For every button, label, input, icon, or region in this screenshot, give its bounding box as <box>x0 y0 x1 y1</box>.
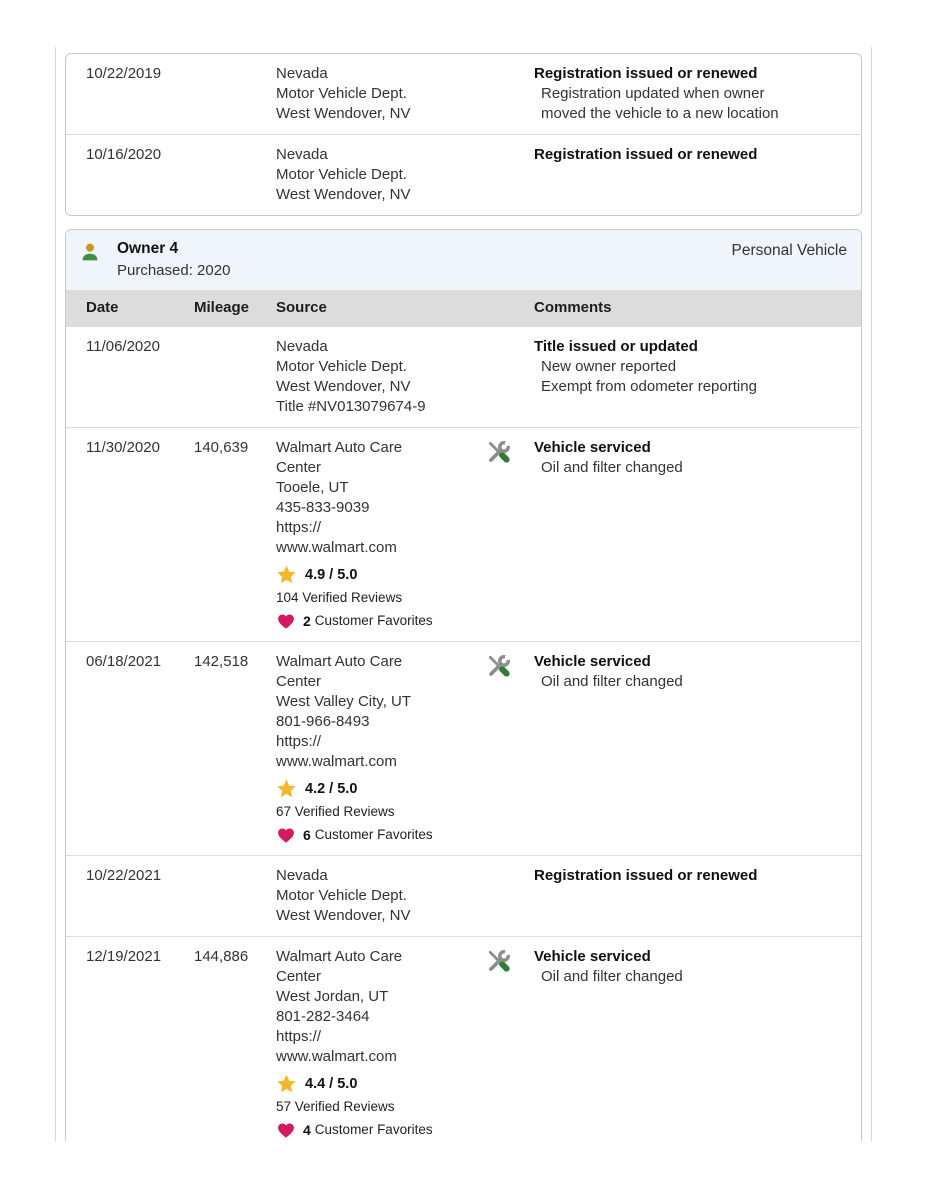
wrench-screwdriver-icon <box>486 438 534 471</box>
source-line: West Wendover, NV <box>276 378 411 395</box>
source-cell <box>268 145 478 205</box>
owner-header <box>66 230 861 290</box>
event-detail: Oil and filter changed <box>541 968 683 985</box>
favorites-count: 2 <box>303 613 311 629</box>
comment-body <box>534 145 847 165</box>
source-line: Nevada <box>276 65 328 82</box>
date-cell: 11/06/2020 <box>86 338 160 355</box>
source-line: Walmart Auto Care <box>276 653 403 670</box>
mileage-cell: 142,518 <box>194 653 249 670</box>
icon-slot-empty <box>486 337 534 338</box>
comments-cell <box>478 866 861 926</box>
source-line: 435-833-9039 <box>276 499 370 516</box>
source-line: 801-966-8493 <box>276 713 370 730</box>
comments-cell <box>478 947 861 1140</box>
event-detail: moved the vehicle to a new location <box>541 105 779 122</box>
mileage-cell <box>186 145 268 205</box>
comments-cell <box>478 438 861 631</box>
mileage-cell: 144,886 <box>194 948 249 965</box>
icon-slot-empty <box>486 145 534 146</box>
wrench-screwdriver-icon <box>486 947 534 980</box>
comment-body <box>534 652 847 692</box>
source-line: https:// <box>276 519 322 536</box>
source-line: Center <box>276 673 322 690</box>
table-row <box>66 641 861 855</box>
owner-4-history-table <box>65 229 862 1141</box>
owner-4-history-rows <box>66 326 861 1141</box>
table-row <box>66 134 861 215</box>
event-title: Vehicle serviced <box>534 653 651 670</box>
source-line: Center <box>276 968 322 985</box>
comments-cell <box>478 337 861 417</box>
date-cell: 11/30/2020 <box>86 439 160 456</box>
source-line: Motor Vehicle Dept. <box>276 85 407 102</box>
rating-row <box>276 1073 468 1094</box>
person-icon <box>79 242 101 269</box>
review-count: 57 Verified Reviews <box>276 1099 395 1114</box>
source-cell <box>268 947 478 1140</box>
source-line: Title #NV013079674-9 <box>276 398 426 415</box>
source-line: Motor Vehicle Dept. <box>276 166 407 183</box>
event-title: Vehicle serviced <box>534 948 651 965</box>
event-title: Registration issued or renewed <box>534 146 758 163</box>
column-header-mileage: Mileage <box>194 299 250 316</box>
source-line: West Valley City, UT <box>276 693 412 710</box>
wrench-screwdriver-icon <box>486 652 534 685</box>
source-line: Nevada <box>276 867 328 884</box>
favorites-row <box>276 825 468 845</box>
heart-icon <box>276 825 296 845</box>
table-row <box>66 427 861 641</box>
icon-slot-empty <box>486 866 534 867</box>
table-row <box>66 936 861 1141</box>
event-detail: New owner reported <box>541 358 677 375</box>
owner-purchased: Purchased: 2020 <box>117 262 231 279</box>
date-cell: 06/18/2021 <box>86 653 162 670</box>
source-line: Walmart Auto Care <box>276 439 403 456</box>
favorites-label: Customer Favorites <box>314 613 433 628</box>
source-line: Nevada <box>276 338 328 355</box>
column-header-source: Source <box>276 299 327 316</box>
source-line: https:// <box>276 1028 322 1045</box>
source-line: Center <box>276 459 322 476</box>
star-icon <box>276 778 297 799</box>
source-cell <box>268 337 478 417</box>
event-detail: Exempt from odometer reporting <box>541 378 757 395</box>
event-detail: Registration updated when owner <box>541 85 765 102</box>
source-line: Motor Vehicle Dept. <box>276 887 407 904</box>
event-detail: Oil and filter changed <box>541 673 683 690</box>
comment-body <box>534 866 847 886</box>
heart-icon <box>276 1120 296 1140</box>
rating-value: 4.4 / 5.0 <box>305 1075 358 1092</box>
source-line: www.walmart.com <box>276 753 397 770</box>
comments-cell <box>478 145 861 205</box>
event-title: Registration issued or renewed <box>534 867 758 884</box>
rating-row <box>276 778 468 799</box>
event-title: Vehicle serviced <box>534 439 651 456</box>
date-cell: 10/22/2019 <box>86 65 162 82</box>
owner-title: Owner 4 <box>117 240 179 257</box>
favorites-row <box>276 611 468 631</box>
rating-value: 4.2 / 5.0 <box>305 780 358 797</box>
column-header-row <box>66 290 861 326</box>
column-header-comments: Comments <box>534 299 612 316</box>
comment-body <box>534 64 847 124</box>
favorites-label: Customer Favorites <box>314 1122 433 1137</box>
source-line: Walmart Auto Care <box>276 948 403 965</box>
registration-history-table <box>65 53 862 216</box>
source-cell <box>268 438 478 631</box>
review-count: 104 Verified Reviews <box>276 590 403 605</box>
source-cell <box>268 866 478 926</box>
source-line: West Wendover, NV <box>276 907 411 924</box>
source-line: www.walmart.com <box>276 539 397 556</box>
comments-cell <box>478 652 861 845</box>
source-line: Nevada <box>276 146 328 163</box>
favorites-label: Customer Favorites <box>314 827 433 842</box>
favorites-count: 6 <box>303 827 311 843</box>
event-detail: Oil and filter changed <box>541 459 683 476</box>
source-line: 801-282-3464 <box>276 1008 370 1025</box>
source-cell <box>268 64 478 124</box>
table-row <box>66 855 861 936</box>
event-title: Registration issued or renewed <box>534 65 758 82</box>
source-line: West Wendover, NV <box>276 105 411 122</box>
source-line: West Wendover, NV <box>276 186 411 203</box>
source-line: https:// <box>276 733 322 750</box>
source-line: West Jordan, UT <box>276 988 389 1005</box>
date-cell: 10/16/2020 <box>86 146 162 163</box>
date-cell: 10/22/2021 <box>86 867 162 884</box>
source-line: Tooele, UT <box>276 479 349 496</box>
comment-body <box>534 947 847 987</box>
source-line: Motor Vehicle Dept. <box>276 358 407 375</box>
mileage-cell <box>186 866 268 926</box>
date-cell: 12/19/2021 <box>86 948 162 965</box>
favorites-row <box>276 1120 468 1140</box>
comments-cell <box>478 64 861 124</box>
heart-icon <box>276 611 296 631</box>
rating-row <box>276 564 468 585</box>
favorites-count: 4 <box>303 1122 311 1138</box>
review-count: 67 Verified Reviews <box>276 804 395 819</box>
icon-slot-empty <box>486 64 534 65</box>
mileage-cell <box>186 337 268 417</box>
table-row <box>66 327 861 427</box>
comment-body <box>534 438 847 478</box>
source-line: www.walmart.com <box>276 1048 397 1065</box>
vehicle-type-label: Personal Vehicle <box>731 242 847 259</box>
vehicle-history-section <box>55 47 872 1141</box>
star-icon <box>276 1073 297 1094</box>
column-header-date: Date <box>86 299 119 316</box>
mileage-cell <box>186 64 268 124</box>
owner-header-text <box>117 239 732 281</box>
mileage-cell: 140,639 <box>194 439 249 456</box>
source-cell <box>268 652 478 845</box>
table-row <box>66 54 861 134</box>
event-title: Title issued or updated <box>534 338 698 355</box>
comment-body <box>534 337 847 397</box>
star-icon <box>276 564 297 585</box>
rating-value: 4.9 / 5.0 <box>305 566 358 583</box>
registration-history-rows <box>66 54 861 215</box>
